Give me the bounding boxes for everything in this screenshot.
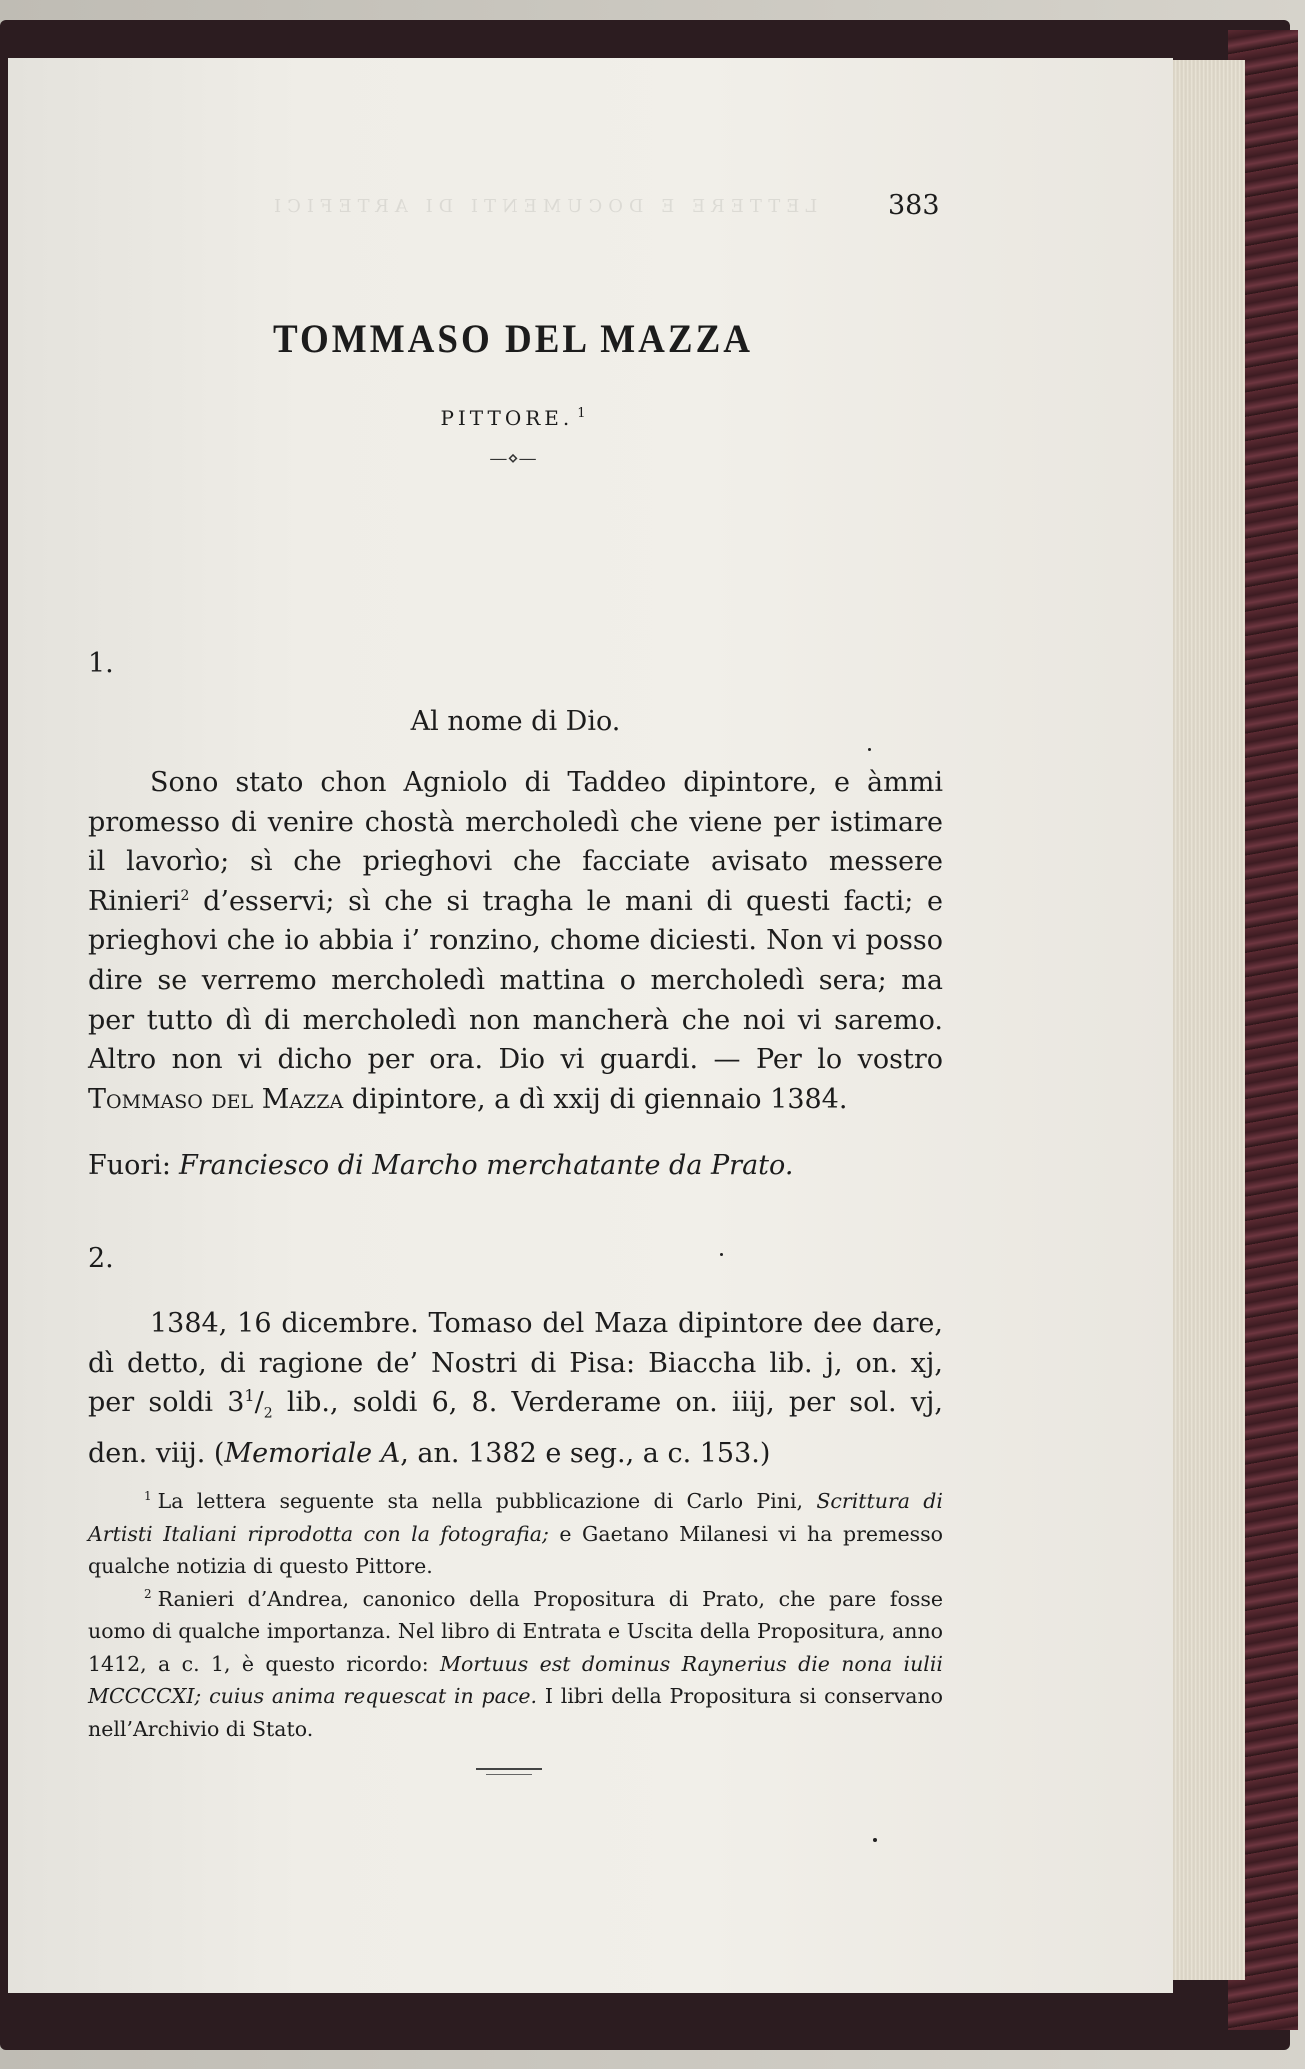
page-number: 383: [888, 190, 940, 221]
end-rule: [476, 1768, 542, 1770]
fraction-denominator: 2: [263, 1405, 273, 1422]
letter-address: [88, 1150, 793, 1181]
section-number-1: 1.: [88, 648, 114, 679]
paper-speck: [873, 1838, 877, 1842]
footnotes: [88, 1485, 943, 1745]
footnote-2-text-b: I libri della Propositura si conservano nell’Archivio di Stato.: [88, 1684, 943, 1741]
letter-body: [88, 763, 943, 1119]
page-subtitle: [8, 406, 1018, 430]
letter-text: Sono stato chon Agniolo di Taddeo dipintore, e àmmi promesso di venire chostà mercholedì che viene per istimare il lavorìo; sì che prieghovi che facciate avisato messere Rinieri: [88, 767, 943, 917]
record-source: Memoriale A: [224, 1438, 401, 1470]
footnote-1-text-b: e Gaetano Milanesi vi ha premesso qualche notizia di questo Pittore.: [88, 1521, 943, 1578]
signature-name: Tommaso del Mazza: [88, 1083, 344, 1115]
record-text-b: lib., soldi 6, 8. Verderame on. iiij, per sol. vj, den. viij. (: [88, 1387, 943, 1470]
footnote-2-text-a: Ranieri d’Andrea, canonico della Propositura di Prato, che pare fosse uomo di qualche importanza. Nel libro di Entrata e Uscita della Propositura, anno 1412, a c. 1, è questo ricordo:: [88, 1586, 943, 1676]
letter-text-continued: d’esservi; sì che si tragha le mani di questi facti; e prieghovi che io abbia i’ ronzino, chome diciesti. Non vi posso dire se verremo mercholedì mattina o mercholedì sera; ma per tutto dì di mercholedì non mancherà che noi vi saremo. Altro non vi dicho per ora. Dio vi guardi. — Per lo vostro: [88, 885, 943, 1076]
record-text-c: , an. 1382 e seg., a c. 153.): [400, 1438, 771, 1470]
footnote-1-text-a: La lettera seguente sta nella pubblicazione di Carlo Pini,: [157, 1489, 804, 1513]
section-number-2: 2.: [88, 1243, 114, 1274]
paper-speck: [720, 1253, 723, 1256]
signature-tail: dipintore, a dì xxij di giennaio 1384.: [351, 1083, 848, 1115]
address-label: Fuori:: [88, 1150, 172, 1181]
footnote-1: [88, 1485, 943, 1583]
record-text-a: 1384, 16 dicembre. Tomaso del Maza dipintore dee dare, dì detto, di ragione de’ Nostri di Pisa: Biaccha lib. j, on. xj, per soldi 3: [88, 1308, 943, 1419]
footnote-ref-2: 2: [180, 887, 190, 904]
footnote-2-italic: Mortuus est dominus Raynerius die nona iulii MCCCCXI; cuius anima requescat in pace.: [88, 1651, 943, 1708]
footnote-ref-1: 1: [577, 406, 586, 422]
footnote-2: [88, 1583, 943, 1746]
address-text: Franciesco di Marcho merchatante da Prato.: [179, 1150, 794, 1181]
page-title: TOMMASO DEL MAZZA: [273, 317, 753, 362]
footnote-1-marker: 1: [144, 1489, 152, 1504]
record-entry: 1384, 16 dicembre. Tomaso del Maza dipintore dee dare, dì detto, di ragione de’ Nostri di Pisa: Biaccha lib. j, on. xj, per soldi $3^1/_2$ lib., soldi 6, 8. Verderame on. iiij, per sol. vj, den. viij. (Memoriale A, an. 1382 e seg., a c. 153.): [88, 1308, 943, 1470]
book-page: [8, 58, 1173, 1993]
salutation: Al nome di Dio.: [410, 706, 621, 737]
subtitle-text: PITTORE.: [440, 406, 574, 430]
show-through-running-head: LETTERE E DOCUMENTI DI ARTEFICI: [268, 196, 818, 217]
end-rule-short: [486, 1774, 532, 1775]
ornament-divider: —⋄—: [489, 448, 537, 469]
footnote-1-italic: Scrittura di Artisti Italiani riprodotta con la fotografia;: [88, 1489, 943, 1546]
fraction-numerator: 1: [244, 1386, 255, 1406]
paper-speck: [868, 748, 871, 751]
footnote-2-marker: 2: [144, 1586, 152, 1601]
